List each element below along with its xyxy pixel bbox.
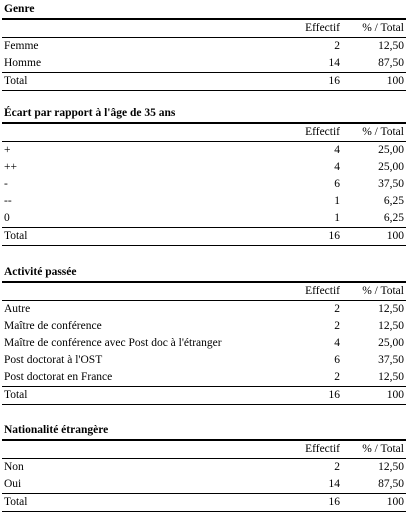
- row-effectif: 2: [334, 461, 340, 473]
- row-label: +: [4, 144, 11, 156]
- row-pct: 6,25: [383, 195, 404, 207]
- row-effectif: 1: [334, 212, 340, 224]
- row-pct: 37,50: [378, 178, 404, 190]
- table-header-row: [2, 283, 406, 301]
- row-pct: 37,50: [378, 354, 404, 366]
- row-label: Autre: [4, 303, 31, 315]
- header-effectif: Effectif: [292, 20, 340, 38]
- frequency-table: [2, 124, 406, 246]
- total-effectif: 16: [292, 228, 340, 246]
- row-label: Maître de conférence: [4, 320, 102, 332]
- total-pct: 100: [340, 228, 406, 246]
- table-header-row: [2, 20, 406, 38]
- row-pct: 87,50: [378, 478, 404, 490]
- table-row: [2, 459, 406, 477]
- section-title: Nationalité étrangère: [4, 424, 109, 436]
- row-label: Homme: [4, 57, 42, 69]
- section-genre: [2, 2, 406, 91]
- row-label: --: [4, 195, 12, 207]
- total-row: [2, 494, 406, 512]
- section-nationalite-etrangere: [2, 423, 406, 512]
- row-label: Maître de conférence avec Post doc à l'étranger: [4, 337, 222, 349]
- table-row: [2, 352, 406, 369]
- row-pct: 25,00: [378, 161, 404, 173]
- row-label: -: [4, 178, 8, 190]
- table-row: [2, 335, 406, 352]
- section-title: Écart par rapport à l'âge de 35 ans: [4, 107, 176, 119]
- total-label: Total: [2, 228, 292, 246]
- header-pct-total: % / Total: [340, 441, 406, 459]
- row-pct: 12,50: [378, 303, 404, 315]
- header-effectif: Effectif: [292, 124, 340, 142]
- table-row: [2, 55, 406, 73]
- row-effectif: 2: [334, 371, 340, 383]
- header-pct-total: % / Total: [340, 20, 406, 38]
- row-label: Non: [4, 461, 24, 473]
- table-row: [2, 301, 406, 319]
- total-pct: 100: [340, 73, 406, 91]
- row-effectif: 14: [328, 57, 340, 69]
- section-ecart-age: [2, 106, 406, 246]
- total-effectif: 16: [292, 387, 340, 405]
- row-pct: 12,50: [378, 320, 404, 332]
- section-activite-passee: [2, 265, 406, 405]
- table-row: [2, 476, 406, 494]
- header-pct-total: % / Total: [340, 124, 406, 142]
- row-label: Post doctorat en France: [4, 371, 113, 383]
- row-effectif: 6: [334, 354, 340, 366]
- table-row: [2, 159, 406, 176]
- table-row: [2, 142, 406, 160]
- row-pct: 25,00: [378, 337, 404, 349]
- row-label: Oui: [4, 478, 22, 490]
- row-effectif: 4: [334, 337, 340, 349]
- row-effectif: 2: [334, 303, 340, 315]
- frequency-table: [2, 20, 406, 91]
- total-label: Total: [2, 73, 292, 91]
- section-title: Genre: [4, 3, 35, 15]
- table-header-row: [2, 124, 406, 142]
- total-pct: 100: [340, 494, 406, 512]
- table-row: [2, 176, 406, 193]
- total-pct: 100: [340, 387, 406, 405]
- row-pct: 12,50: [378, 40, 404, 52]
- row-effectif: 4: [334, 161, 340, 173]
- row-effectif: 1: [334, 195, 340, 207]
- row-pct: 12,50: [378, 461, 404, 473]
- row-label: ++: [4, 161, 17, 173]
- total-label: Total: [2, 387, 292, 405]
- row-pct: 87,50: [378, 57, 404, 69]
- total-effectif: 16: [292, 494, 340, 512]
- total-row: [2, 387, 406, 405]
- table-row: [2, 210, 406, 228]
- section-title: Activité passée: [4, 266, 77, 278]
- table-header-row: [2, 441, 406, 459]
- table-row: [2, 318, 406, 335]
- table-row: [2, 369, 406, 387]
- total-row: [2, 228, 406, 246]
- row-pct: 6,25: [383, 212, 404, 224]
- table-row: [2, 38, 406, 56]
- total-effectif: 16: [292, 73, 340, 91]
- row-pct: 25,00: [378, 144, 404, 156]
- frequency-table: [2, 283, 406, 405]
- row-effectif: 6: [334, 178, 340, 190]
- frequency-table: [2, 441, 406, 512]
- total-row: [2, 73, 406, 91]
- row-label: Femme: [4, 40, 39, 52]
- total-label: Total: [2, 494, 292, 512]
- row-effectif: 4: [334, 144, 340, 156]
- table-row: [2, 193, 406, 210]
- row-label: 0: [4, 212, 10, 224]
- row-effectif: 2: [334, 320, 340, 332]
- header-pct-total: % / Total: [340, 283, 406, 301]
- row-effectif: 2: [334, 40, 340, 52]
- row-pct: 12,50: [378, 371, 404, 383]
- row-label: Post doctorat à l'OST: [4, 354, 103, 366]
- header-effectif: Effectif: [292, 283, 340, 301]
- header-effectif: Effectif: [292, 441, 340, 459]
- row-effectif: 14: [328, 478, 340, 490]
